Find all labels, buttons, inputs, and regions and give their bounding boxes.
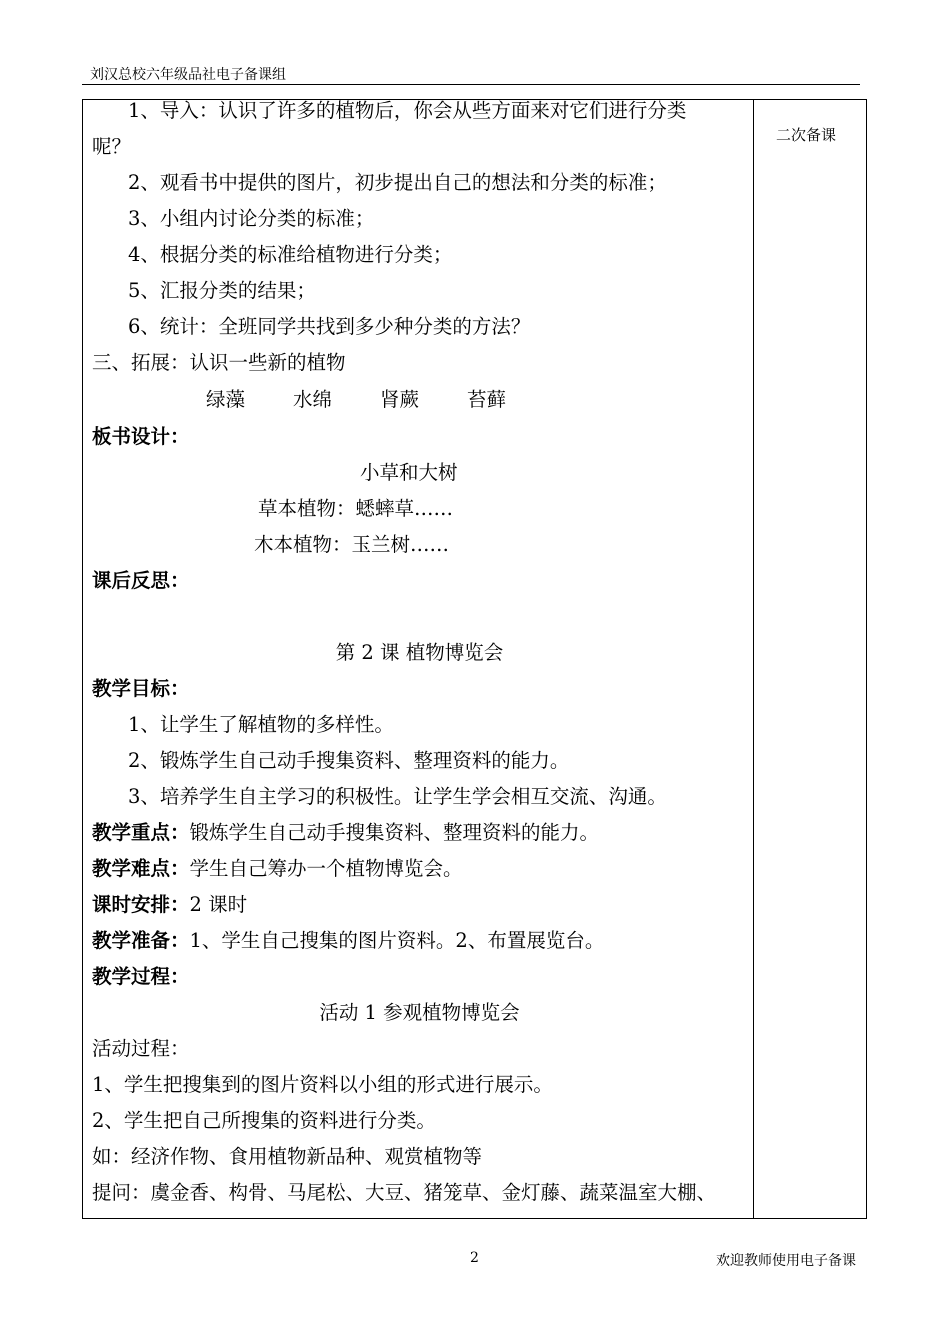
schedule xyxy=(92,892,247,918)
activity-question: 提问：虞金香、构骨、马尾松、大豆、猪笼草、金灯藤、蔬菜温室大棚、 xyxy=(92,1181,717,1204)
goals-label: 教学目标： xyxy=(92,677,190,700)
preparation-text: 1、学生自己搜集的图片资料。2、布置展览台。 xyxy=(189,929,605,952)
schedule-label: 课时安排： xyxy=(92,893,190,916)
step-1-continued: 呢？ xyxy=(92,135,132,158)
plant-name: 肾蕨 xyxy=(380,388,420,411)
difficulty-text: 学生自己筹办一个植物博览会。 xyxy=(189,857,463,880)
board-design-label: 板书设计： xyxy=(92,425,190,448)
step-3: 3、小组内讨论分类的标准； xyxy=(128,207,375,230)
document-header: 刘汉总校六年级品社电子备课组 xyxy=(90,67,286,83)
key-point xyxy=(92,820,599,846)
plant-list xyxy=(206,387,554,413)
step-1: 1、导入：认识了许多的植物后，你会从些方面来对它们进行分类 xyxy=(128,99,687,122)
footer-note: 欢迎教师使用电子备课 xyxy=(716,1253,856,1269)
reflection-label: 课后反思： xyxy=(92,569,190,592)
activity-example: 如：经济作物、食用植物新品种、观赏植物等 xyxy=(92,1145,483,1168)
goal-1: 1、让学生了解植物的多样性。 xyxy=(128,713,394,736)
column-divider xyxy=(753,99,754,1219)
plant-name: 水绵 xyxy=(293,388,333,411)
activity-step-2: 2、学生把自己所搜集的资料进行分类。 xyxy=(92,1109,436,1132)
preparation-label: 教学准备： xyxy=(92,929,190,952)
schedule-text: 2 课时 xyxy=(189,893,248,916)
difficulty-label: 教学难点： xyxy=(92,857,190,880)
activity-title: 活动 1 参观植物博览会 xyxy=(319,1001,520,1024)
plant-name: 绿藻 xyxy=(206,388,246,411)
step-5: 5、汇报分类的结果； xyxy=(128,279,316,302)
process-label: 教学过程： xyxy=(92,965,190,988)
goal-2: 2、锻炼学生自己动手搜集资料、整理资料的能力。 xyxy=(128,749,570,772)
preparation xyxy=(92,928,604,954)
lesson-title: 第 2 课 植物博览会 xyxy=(335,641,504,664)
step-2: 2、观看书中提供的图片，初步提出自己的想法和分类的标准； xyxy=(128,171,667,194)
key-point-text: 锻炼学生自己动手搜集资料、整理资料的能力。 xyxy=(189,821,600,844)
goal-3: 3、培养学生自主学习的积极性。让学生学会相互交流、沟通。 xyxy=(128,785,667,808)
board-line-herb: 草本植物：蟋蟀草…… xyxy=(258,497,454,520)
board-line-tree: 木本植物：玉兰树…… xyxy=(254,533,450,556)
activity-label: 活动过程： xyxy=(92,1037,190,1060)
difficulty xyxy=(92,856,463,882)
plant-name: 苔藓 xyxy=(467,388,507,411)
step-4: 4、根据分类的标准给植物进行分类； xyxy=(128,243,453,266)
header-rule xyxy=(82,84,860,85)
board-title: 小草和大树 xyxy=(360,461,458,484)
extension-heading: 三、拓展：认识一些新的植物 xyxy=(92,351,346,374)
step-6: 6、统计：全班同学共找到多少种分类的方法？ xyxy=(128,315,531,338)
activity-step-1: 1、学生把搜集到的图片资料以小组的形式进行展示。 xyxy=(92,1073,553,1096)
page-number: 2 xyxy=(470,1250,479,1266)
secondary-prep-note: 二次备课 xyxy=(776,126,837,144)
key-point-label: 教学重点： xyxy=(92,821,190,844)
